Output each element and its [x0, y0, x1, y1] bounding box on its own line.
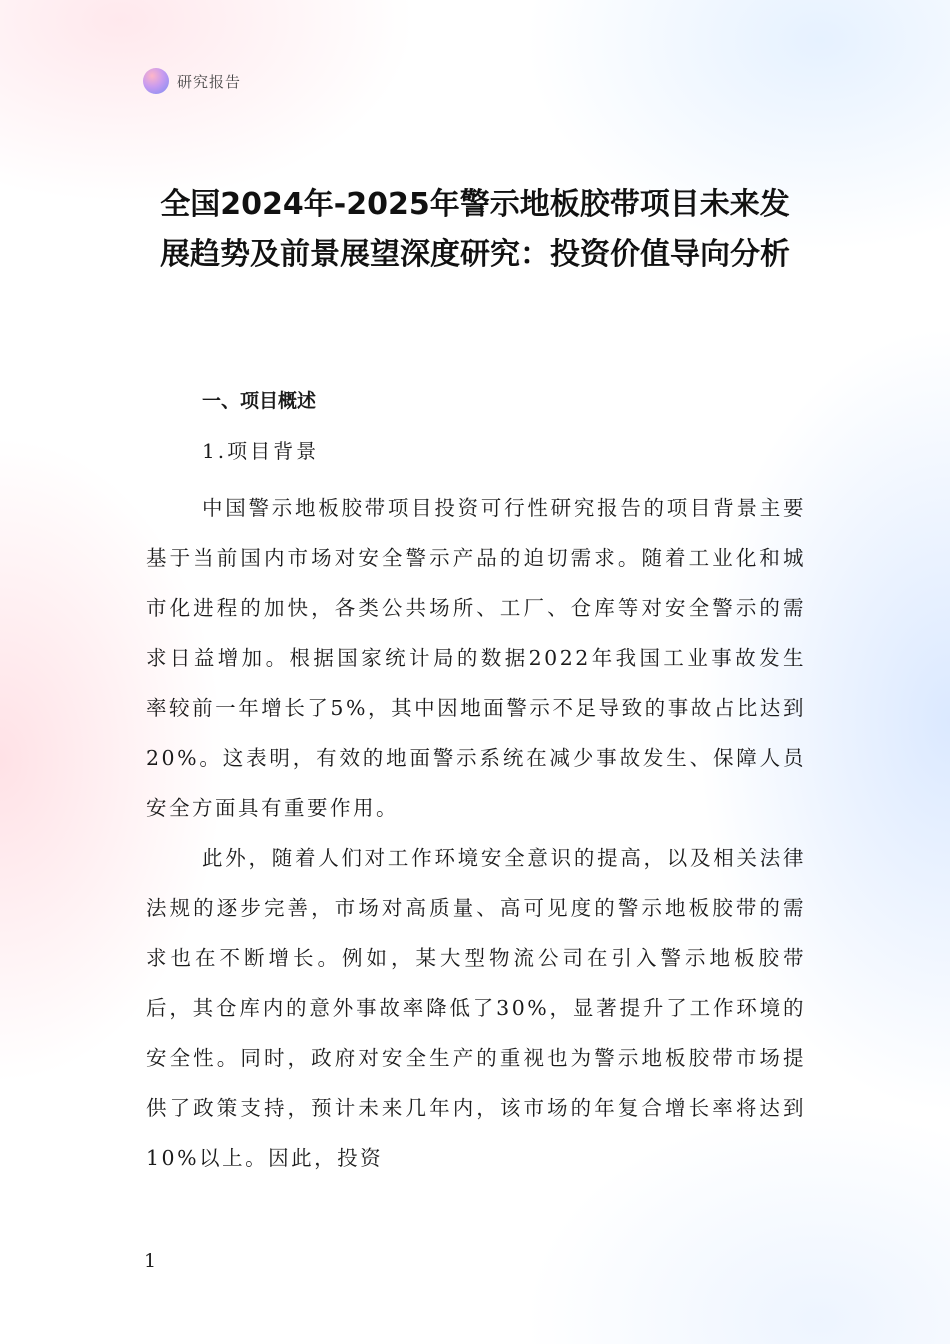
body-paragraph-2: 此外，随着人们对工作环境安全意识的提高，以及相关法律法规的逐步完善，市场对高质量、高可见度的警示地板胶带的需求也在不断增长。例如，某大型物流公司在引入警示地板胶带后，其仓库内的意外事故率降低了30%，显著提升了工作环境的安全性。同时，政府对安全生产的重视也为警示地板胶带市场提供了政策支持，预计未来几年内，该市场的年复合增长率将达到10%以上。因此，投资 — [146, 846, 806, 1170]
document-body — [146, 383, 806, 1183]
document-title: 全国2024年-2025年警示地板胶带项目未来发展趋势及前景展望深度研究：投资价值导向分析 — [160, 187, 790, 272]
section-heading: 一、项目概述 — [202, 390, 317, 412]
logo-circle-icon — [143, 68, 169, 94]
body-paragraph-1: 中国警示地板胶带项目投资可行性研究报告的项目背景主要基于当前国内市场对安全警示产品的迫切需求。随着工业化和城市化进程的加快，各类公共场所、工厂、仓库等对安全警示的需求日益增加。根据国家统计局的数据2022年我国工业事故发生率较前一年增长了5%，其中因地面警示不足导致的事故占比达到20%。这表明，有效的地面警示系统在减少事故发生、保障人员安全方面具有重要作用。 — [146, 496, 806, 820]
header-label: 研究报告 — [177, 72, 242, 91]
report-header — [143, 68, 241, 94]
page-number: 1 — [144, 1250, 157, 1272]
subsection-heading: 1.项目背景 — [202, 439, 320, 463]
